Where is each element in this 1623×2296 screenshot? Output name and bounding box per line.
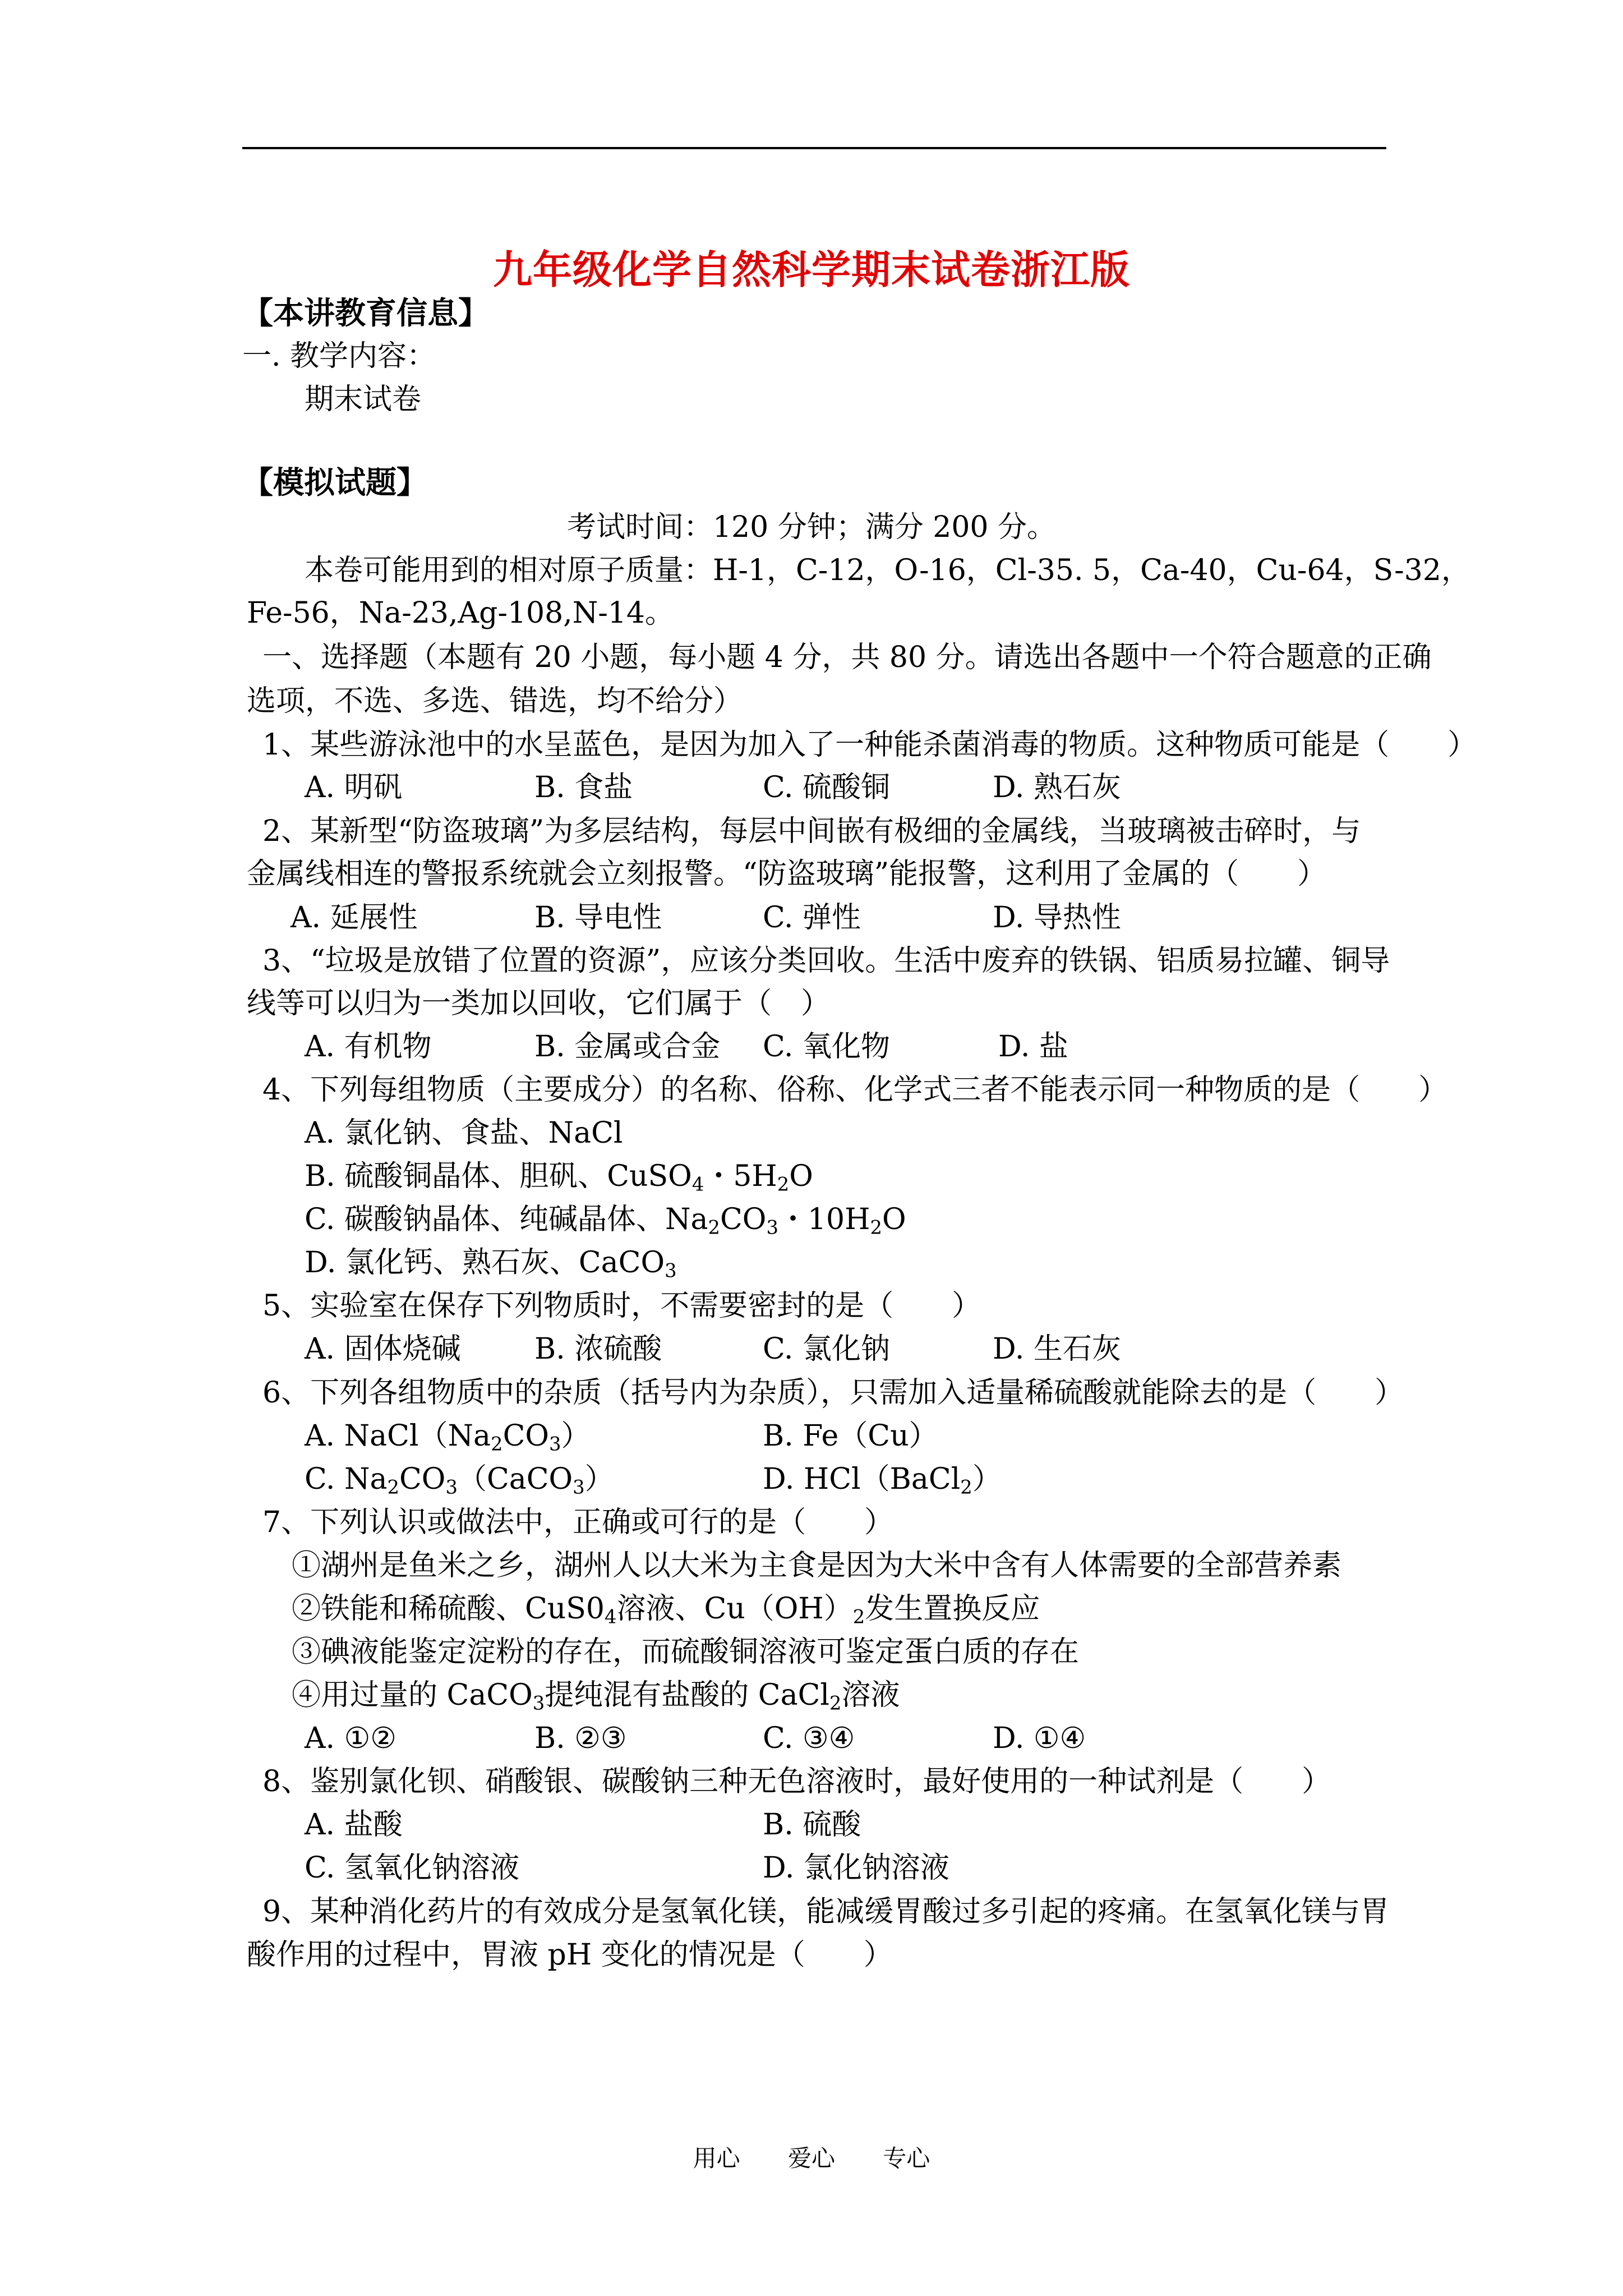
q7-option-d: D. ①④ — [993, 1722, 1086, 1755]
q1-option-b: B. 食盐 — [534, 771, 633, 804]
q7-statement-3: ③碘液能鉴定淀粉的存在，而硫酸铜溶液可鉴定蛋白质的存在 — [292, 1635, 1080, 1669]
question-6: 6、下列各组物质中的杂质（括号内为杂质），只需加入适量稀硫酸就能除去的是（ ） — [262, 1376, 1404, 1410]
footer-word-1: 用心 — [693, 2145, 740, 2172]
q6-option-d: D. HCl（BaCl$_2$） — [763, 1462, 1002, 1498]
q8-option-c: C. 氢氧化钠溶液 — [305, 1851, 519, 1885]
q3-option-a: A. 有机物 — [305, 1030, 432, 1064]
q5-option-a: A. 固体烧碱 — [305, 1332, 461, 1366]
q8-option-d: D. 氯化钠溶液 — [763, 1851, 949, 1885]
section1-instructions-line-2: 选项，不选、多选、错选，均不给分） — [247, 684, 743, 718]
q6-option-a: A. $NaCl(Na_2CO_3)$ — [305, 1419, 591, 1455]
question-7: 7、下列认识或做法中，正确或可行的是（ ） — [262, 1506, 894, 1539]
q4-option-c: C. 碳酸钠晶体、纯碱晶体、$Na_2CO_3$・$10H_2O$ — [305, 1203, 906, 1239]
footer-word-3: 专心 — [883, 2145, 930, 2172]
question-9-line-2: 酸作用的过程中，胃液 pH 变化的情况是（ ） — [247, 1938, 893, 1972]
q7-statement-2: ②铁能和稀硫酸、$CuS0_4$溶液、$Cu(OH)_2$发生置换反应 — [292, 1592, 1040, 1628]
q1-option-d: D. 熟石灰 — [993, 771, 1121, 804]
exam-meta: 考试时间：120 分钟；满分 200 分。 — [566, 510, 1057, 544]
teach-content-value: 期末试卷 — [305, 383, 422, 416]
q3-option-b: B. 金属或合金 — [534, 1030, 721, 1064]
q5-option-c: C. 氯化钠 — [763, 1332, 890, 1366]
mock-heading: 【模拟试题】 — [242, 464, 428, 500]
q4-option-a: A. 氯化钠、食盐、NaCl — [305, 1116, 623, 1150]
q7-statement-1: ①湖州是鱼米之乡，湖州人以大米为主食是因为大米中含有人体需要的全部营养素 — [292, 1549, 1342, 1582]
page-footer — [0, 2143, 1623, 2174]
q6-option-b: B. Fe（Cu） — [763, 1419, 938, 1453]
question-1: 1、某些游泳池中的水呈蓝色，是因为加入了一种能杀菌消毒的物质。这种物质可能是（ ） — [262, 728, 1477, 762]
q3-option-c: C. 氧化物 — [763, 1030, 890, 1064]
q6-option-c: C. $Na_2CO_3(CaCO_3)$ — [305, 1462, 614, 1498]
q1-option-c: C. 硫酸铜 — [763, 771, 890, 804]
atomic-masses-line-2: Fe-56，Na-23,Ag-108,N-14。 — [247, 596, 674, 630]
q2-option-a: A. 延展性 — [291, 901, 418, 935]
section1-instructions-line-1: 一、选择题（本题有 20 小题，每小题 4 分，共 80 分。请选出各题中一个符合题意的正确 — [262, 641, 1432, 674]
question-8: 8、鉴别氯化钡、硝酸银、碳酸钠三种无色溶液时，最好使用的一种试剂是（ ） — [262, 1765, 1331, 1798]
question-3-line-2: 线等可以归为一类加以回收，它们属于（ ） — [247, 987, 831, 1020]
info-heading: 【本讲教育信息】 — [242, 295, 490, 331]
q7-statement-4: ④用过量的 CaCO$_3$提纯混有盐酸的 CaCl$_2$溶液 — [292, 1678, 900, 1714]
q7-option-b: B. ②③ — [534, 1722, 627, 1755]
teach-content-label: 一. 教学内容： — [242, 339, 436, 373]
q7-option-a: A. ①② — [305, 1722, 396, 1755]
q4-option-b: B. 硫酸铜晶体、胆矾、CuSO$_4$・$5H_2O$ — [305, 1159, 813, 1195]
question-5: 5、实验室在保存下列物质时，不需要密封的是（ ） — [262, 1289, 981, 1323]
q2-option-c: C. 弹性 — [763, 901, 861, 935]
question-2-line-2: 金属线相连的警报系统就会立刻报警。“防盗玻璃”能报警，这利用了金属的（ ） — [247, 857, 1327, 891]
q4-option-d: D. 氯化钙、熟石灰、CaCO$_3$ — [305, 1246, 677, 1282]
q2-option-d: D. 导热性 — [993, 901, 1121, 935]
atomic-masses-line-1: 本卷可能用到的相对原子质量：H-1，C-12，O-16，Cl-35. 5，Ca-40，Cu-64，S-32， — [305, 554, 1470, 587]
page-title: 九年级化学自然科学期末试卷浙江版 — [493, 246, 1130, 293]
question-2-line-1: 2、某新型“防盗玻璃”为多层结构，每层中间嵌有极细的金属线，当玻璃被击碎时，与 — [262, 815, 1361, 848]
question-3-line-1: 3、“垃圾是放错了位置的资源”，应该分类回收。生活中废弃的铁锅、铝质易拉罐、铜导 — [262, 944, 1390, 978]
q8-option-a: A. 盐酸 — [305, 1808, 403, 1842]
q5-option-d: D. 生石灰 — [993, 1332, 1121, 1366]
q3-option-d: D. 盐 — [998, 1030, 1068, 1064]
q2-option-b: B. 导电性 — [534, 901, 662, 935]
q1-option-a: A. 明矾 — [305, 771, 403, 804]
footer-word-2: 爱心 — [787, 2145, 835, 2172]
question-4: 4、下列每组物质（主要成分）的名称、俗称、化学式三者不能表示同一种物质的是（ ） — [262, 1073, 1448, 1107]
q5-option-b: B. 浓硫酸 — [534, 1332, 662, 1366]
question-9-line-1: 9、某种消化药片的有效成分是氢氧化镁，能减缓胃酸过多引起的疼痛。在氢氧化镁与胃 — [262, 1895, 1390, 1929]
q7-option-c: C. ③④ — [763, 1722, 855, 1755]
q8-option-b: B. 硫酸 — [763, 1808, 861, 1842]
header-rule — [242, 147, 1386, 149]
